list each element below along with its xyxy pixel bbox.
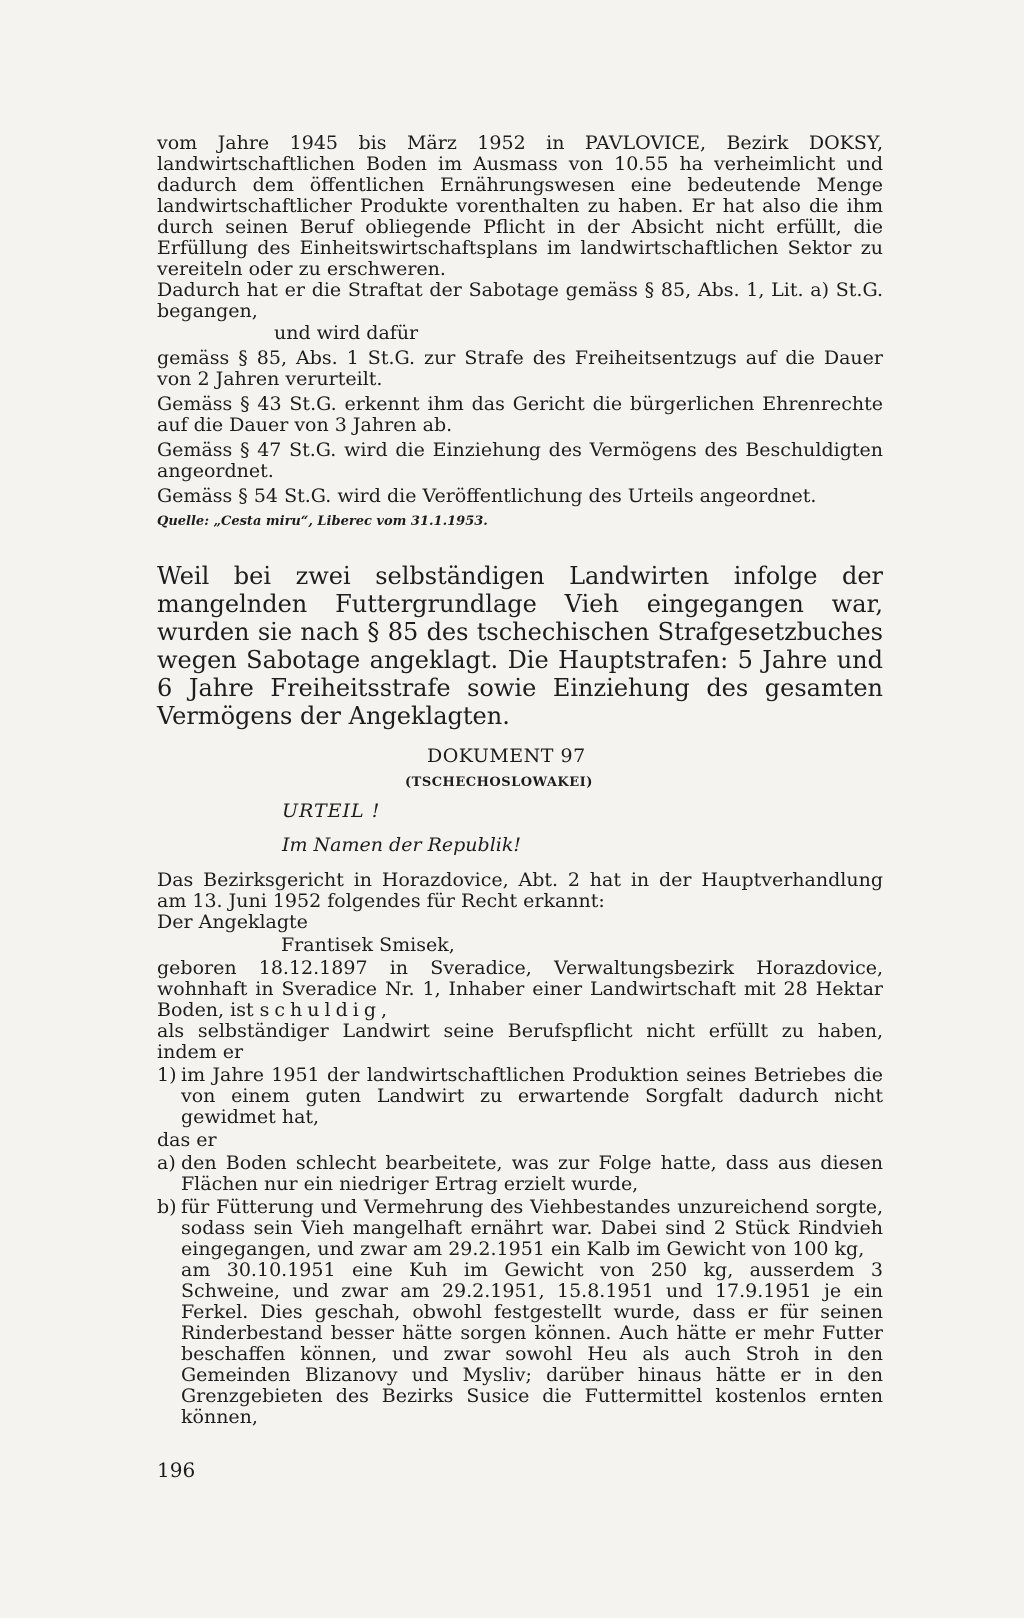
charge-summary: als selbständiger Landwirt seine Berufspflicht nicht erfüllt zu haben, indem er <box>157 1020 883 1063</box>
commentary-paragraph: Weil bei zwei selbständigen Landwirten infolge der mangelnden Futtergrundlage Vieh eingegangen war, wurden sie nach § 85 des tschechischen Strafgesetzbuches wegen Sabotage angeklagt. Die Hauptstrafen: 5 Jahre und 6 Jahre Freiheitsstrafe sowie Einziehung des gesamten Vermögens der Angeklagten. <box>157 562 883 730</box>
verdict-paragraph-5: Gemäss § 47 St.G. wird die Einziehung des Vermögens des Beschuldigten angeordnet. <box>157 439 883 482</box>
item-text: den Boden schlecht bearbeitete, was zur Folge hatte, dass aus diesen Flächen nur ein niedriger Ertrag erzielt wurde, <box>181 1152 883 1195</box>
document-country: (TSCHECHOSLOWAKEI) <box>405 775 593 790</box>
judgment-block <box>157 870 883 1428</box>
item-label: 1) <box>157 1064 177 1086</box>
list-item <box>157 1197 883 1428</box>
item-label: a) <box>157 1152 176 1174</box>
defendant-label: Der Angeklagte <box>157 911 308 933</box>
republic-heading: Im Namen der Republik! <box>282 834 521 856</box>
verdict-center-line: und wird dafür <box>274 322 419 344</box>
source-citation: Quelle: „Cesta miru“, Liberec vom 31.1.1953. <box>157 514 488 529</box>
urteil-heading: URTEIL ! <box>282 800 381 822</box>
defendant-details: geboren 18.12.1897 in Sveradice, Verwaltungsbezirk Horazdovice, wohnhaft in Sveradice Nr. 1, Inhaber einer Landwirtschaft mit 28 Hektar Boden, ist schuldig, <box>157 957 883 1021</box>
verdict-paragraph-2: Dadurch hat er die Straftat der Sabotage gemäss § 85, Abs. 1, Lit. a) St.G. begangen, <box>157 279 883 322</box>
page-number: 196 <box>157 1458 196 1482</box>
document-title: DOKUMENT 97 <box>427 745 586 767</box>
verdict-paragraph-3: gemäss § 85, Abs. 1 St.G. zur Strafe des Freiheitsentzugs auf die Dauer von 2 Jahren verurteilt. <box>157 347 883 390</box>
verdict-continuation-block <box>157 133 883 531</box>
verdict-paragraph-1: vom Jahre 1945 bis März 1952 in PAVLOVICE, Bezirk DOKSY, landwirtschaftlichen Boden im Ausmass von 10.55 ha verheimlicht und dadurch dem öffentlichen Ernährungswesen eine bedeutende Menge landwirtschaftlicher Produkte vorenthalten zu haben. Er hat also die ihm durch seinen Beruf obliegende Pflicht in der Absicht nicht erfüllt, die Erfüllung des Einheitswirtschaftsplans im landwirtschaftlichen Sektor zu vereiteln oder zu erschweren. <box>157 132 883 280</box>
item-text: für Fütterung und Vermehrung des Viehbestandes unzureichend sorgte, sodass sein Vieh mangelhaft ernährt war. Dabei sind 2 Stück Rindvieh eingegangen, und zwar am 29.2.1951 ein Kalb im Gewicht von 100 kg, am 30.10.1951 eine Kuh im Gewicht von 250 kg, ausserdem 3 Schweine, und zwar am 29.2.1951, 15.8.1951 und 17.9.1951 je ein Ferkel. Dies geschah, obwohl festgestellt wurde, dass er für seinen Rinderbestand besser hätte sorgen können. Auch hätte er mehr Futter beschaffen können, und zwar sowohl Heu als auch Stroh in den Gemeinden Blizanovy und Mysliv; darüber hinaus hätte er in den Grenzgebieten des Bezirks Susice die Futtermittel kostenlos ernten können, <box>181 1196 883 1428</box>
item-label: b) <box>157 1196 177 1218</box>
item-text: im Jahre 1951 der landwirtschaftlichen Produktion seines Betriebes die von einem guten Landwirt zu erwartende Sorgfalt dadurch nicht gewidmet hat, <box>181 1064 883 1128</box>
judgment-intro: Das Bezirksgericht in Horazdovice, Abt. 2 hat in der Hauptverhandlung am 13. Juni 1952 folgendes für Recht erkannt: <box>157 869 883 912</box>
verdict-paragraph-4: Gemäss § 43 St.G. erkennt ihm das Gericht die bürgerlichen Ehrenrechte auf die Dauer von 3 Jahren ab. <box>157 393 883 436</box>
dass-line: das er <box>157 1129 217 1151</box>
defendant-name: Frantisek Smisek, <box>281 934 455 956</box>
commentary-block <box>157 562 883 730</box>
list-item <box>157 1065 883 1128</box>
verdict-paragraph-6: Gemäss § 54 St.G. wird die Veröffentlichung des Urteils angeordnet. <box>157 485 817 507</box>
list-item <box>157 1153 883 1195</box>
